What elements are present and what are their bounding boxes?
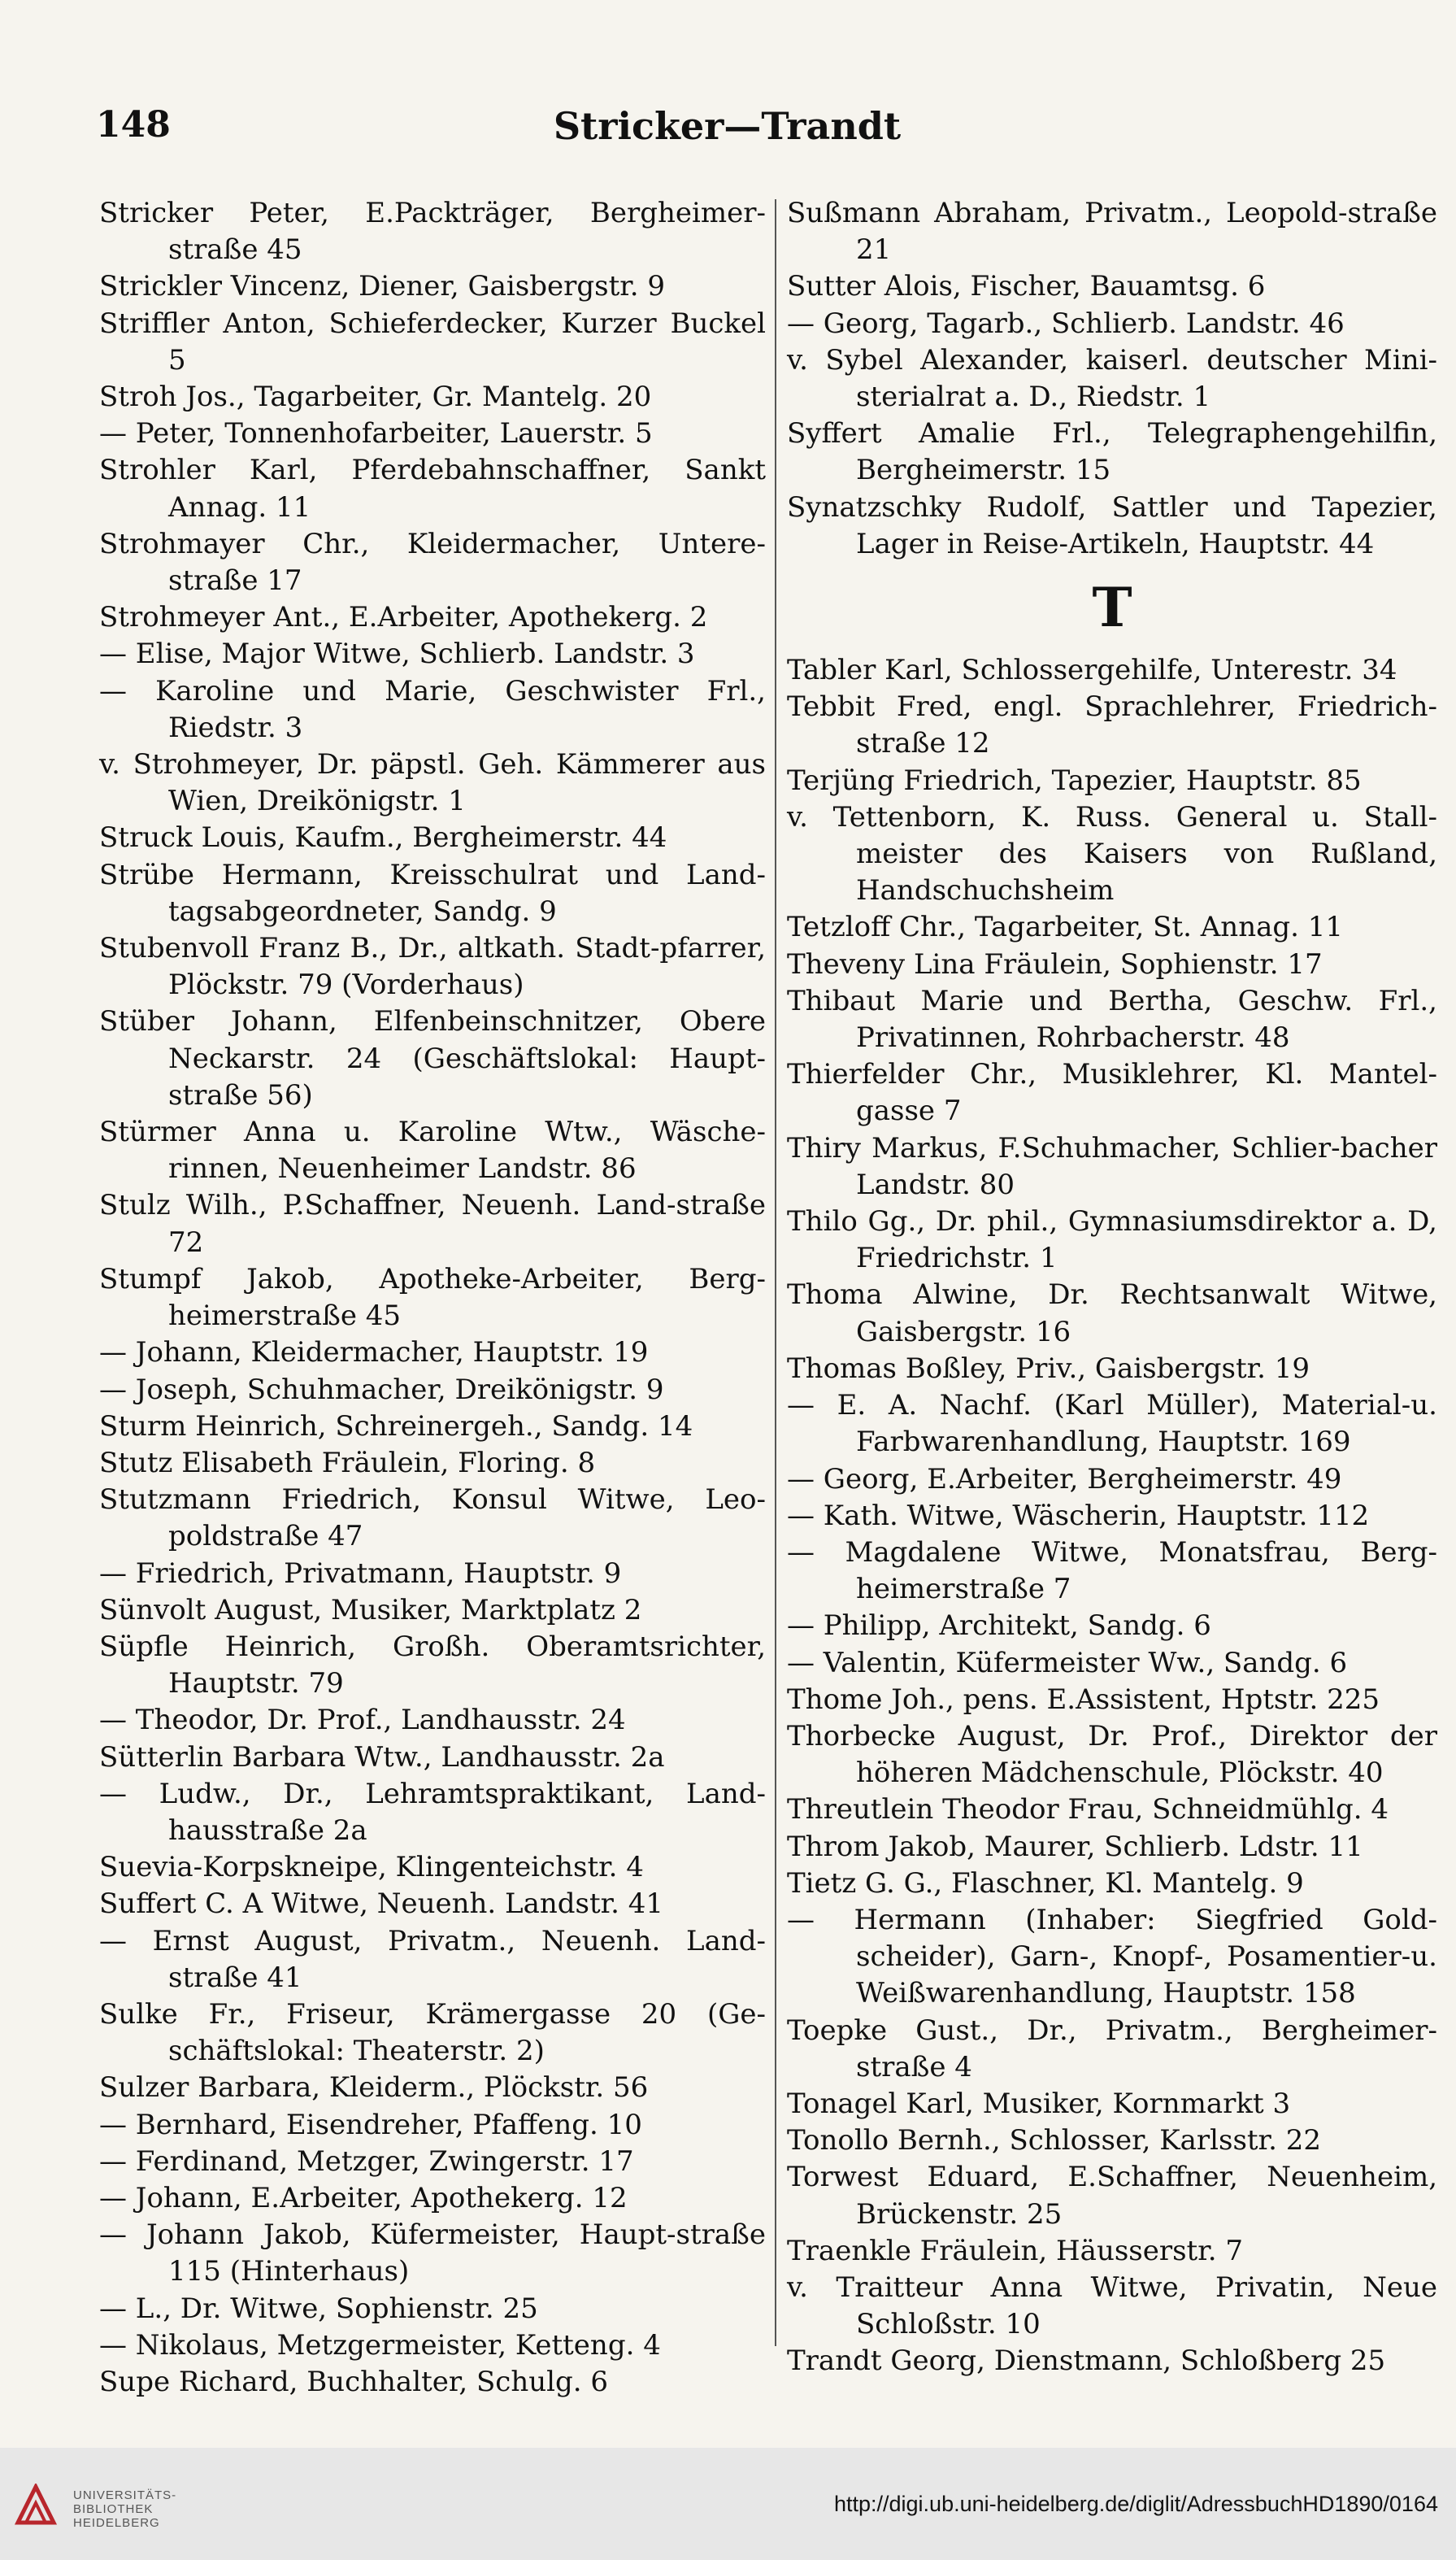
column-divider — [775, 199, 776, 2346]
directory-entry: Stutz Elisabeth Fräulein, Floring. 8 — [99, 1446, 596, 1479]
directory-entry: Threutlein Theodor Frau, Schneidmühlg. 4 — [787, 1793, 1389, 1826]
right-column-bottom-entries — [787, 652, 1437, 2380]
directory-entry: — Karoline und Marie, Geschwister Frl., Riedstr. 3 — [99, 674, 766, 744]
left-column — [99, 195, 766, 2401]
directory-entry: v. Traitteur Anna Witwe, Privatin, Neue Schloßstr. 10 — [787, 2270, 1437, 2341]
directory-entry: — Friedrich, Privatmann, Hauptstr. 9 — [99, 1556, 622, 1590]
directory-entry: Theveny Lina Fräulein, Sophienstr. 17 — [787, 947, 1323, 981]
directory-entry: — Johann, Kleidermacher, Hauptstr. 19 — [99, 1336, 649, 1369]
directory-entry: — Peter, Tonnenhofarbeiter, Lauerstr. 5 — [99, 417, 653, 451]
directory-entry: Thibaut Marie und Bertha, Geschw. Frl., Privatinnen, Rohrbacherstr. 48 — [787, 984, 1437, 1055]
directory-entry: Süpfle Heinrich, Großh. Oberamtsrichter, Hauptstr. 79 — [99, 1630, 766, 1700]
directory-entry: v. Sybel Alexander, kaiserl. deutscher Mini-sterialrat a. D., Riedstr. 1 — [787, 343, 1437, 414]
directory-entry: — Philipp, Architekt, Sandg. 6 — [787, 1609, 1211, 1643]
directory-entry: Strohler Karl, Pferdebahnschaffner, Sankt Annag. 11 — [99, 454, 766, 524]
directory-entry: — Bernhard, Eisendreher, Pfaffeng. 10 — [99, 2108, 642, 2141]
page-number: 148 — [96, 104, 171, 146]
section-letter-heading: T — [1092, 576, 1132, 640]
directory-entry: — L., Dr. Witwe, Sophienstr. 25 — [99, 2292, 538, 2325]
directory-entry: Tonagel Karl, Musiker, Kornmarkt 3 — [787, 2087, 1291, 2120]
running-head: Stricker—Trandt — [553, 104, 902, 148]
directory-entry: — Nikolaus, Metzgermeister, Ketteng. 4 — [99, 2328, 661, 2362]
directory-entry: Struck Louis, Kaufm., Bergheimerstr. 44 — [99, 821, 667, 855]
directory-entry: — Hermann (Inhaber: Siegfried Gold-scheider), Garn-, Knopf-, Posamentier-u. Weißwarenhandlung, Hauptstr. 158 — [787, 1903, 1437, 2010]
directory-entry: Stulz Wilh., P.Schaffner, Neuenh. Land-straße 72 — [99, 1189, 766, 1259]
directory-entry: — Ernst August, Privatm., Neuenh. Land-straße 41 — [99, 1924, 766, 1994]
directory-entry: — Johann Jakob, Küfermeister, Haupt-straße 115 (Hinterhaus) — [99, 2218, 766, 2288]
directory-entry: Stürmer Anna u. Karoline Wtw., Wäsche-rinnen, Neuenheimer Landstr. 86 — [99, 1116, 766, 1186]
directory-entry: Striffler Anton, Schieferdecker, Kurzer Buckel 5 — [99, 307, 766, 377]
directory-entry: Sütterlin Barbara Wtw., Landhausstr. 2a — [99, 1740, 665, 1774]
directory-entry: Sünvolt August, Musiker, Marktplatz 2 — [99, 1593, 642, 1626]
footer-bar — [0, 2448, 1456, 2560]
directory-entry: Strickler Vincenz, Diener, Gaisbergstr. 9 — [99, 270, 666, 303]
directory-entry: Throm Jakob, Maurer, Schlierb. Ldstr. 11 — [787, 1830, 1363, 1863]
directory-entry: Thomas Boßley, Priv., Gaisbergstr. 19 — [787, 1352, 1310, 1385]
directory-entry: v. Strohmeyer, Dr. päpstl. Geh. Kämmerer aus Wien, Dreikönigstr. 1 — [99, 748, 766, 818]
directory-entry: Strohmayer Chr., Kleidermacher, Untere-straße 17 — [99, 527, 766, 598]
right-column — [787, 195, 1437, 2380]
directory-entry: Tebbit Fred, engl. Sprachlehrer, Friedrich-straße 12 — [787, 690, 1437, 760]
directory-entry: Sulke Fr., Friseur, Krämergasse 20 (Ge-schäftslokal: Theaterstr. 2) — [99, 1997, 766, 2068]
directory-entry: Thierfelder Chr., Musiklehrer, Kl. Mantel-gasse 7 — [787, 1058, 1437, 1128]
directory-entry: Sußmann Abraham, Privatm., Leopold-straße 21 — [787, 197, 1437, 267]
directory-entry: Sutter Alois, Fischer, Bauamtsg. 6 — [787, 270, 1266, 303]
directory-entry: Stüber Johann, Elfenbeinschnitzer, Obere Neckarstr. 24 (Geschäftslokal: Haupt-straße 56) — [99, 1005, 766, 1112]
directory-entry: Syffert Amalie Frl., Telegraphengehilfin, Bergheimerstr. 15 — [787, 417, 1437, 487]
directory-entry: — Magdalene Witwe, Monatsfrau, Berg-heimerstraße 7 — [787, 1535, 1437, 1606]
directory-entry: Stubenvoll Franz B., Dr., altkath. Stadt-pfarrer, Plöckstr. 79 (Vorderhaus) — [99, 932, 766, 1002]
logo-line: HEIDELBERG — [73, 2516, 160, 2530]
directory-entry: Thoma Alwine, Dr. Rechtsanwalt Witwe, Gaisbergstr. 16 — [787, 1278, 1437, 1348]
directory-entry: Sturm Heinrich, Schreinergeh., Sandg. 14 — [99, 1409, 693, 1443]
directory-entry: Toepke Gust., Dr., Privatm., Bergheimer-straße 4 — [787, 2014, 1437, 2083]
logo-line: BIBLIOTHEK — [73, 2502, 154, 2516]
directory-entry: — Valentin, Küfermeister Ww., Sandg. 6 — [787, 1646, 1348, 1679]
directory-entry: Suffert C. A Witwe, Neuenh. Landstr. 41 — [99, 1887, 664, 1921]
page-header — [96, 96, 1358, 161]
directory-entry: — Theodor, Dr. Prof., Landhausstr. 24 — [99, 1704, 626, 1737]
directory-entry: Stricker Peter, E.Packträger, Bergheimer-straße 45 — [99, 197, 766, 267]
library-logo-icon — [15, 2484, 57, 2526]
directory-entry: — Joseph, Schuhmacher, Dreikönigstr. 9 — [99, 1373, 664, 1406]
logo-line: UNIVERSITÄTS- — [73, 2488, 177, 2502]
directory-entry: Strübe Hermann, Kreisschulrat und Land-tagsabgeordneter, Sandg. 9 — [99, 858, 766, 928]
directory-entry: Stutzmann Friedrich, Konsul Witwe, Leo-poldstraße 47 — [99, 1483, 766, 1553]
directory-entry: — Kath. Witwe, Wäscherin, Hauptstr. 112 — [787, 1499, 1370, 1532]
directory-entry: — Ludw., Dr., Lehramtspraktikant, Land-hausstraße 2a — [99, 1777, 766, 1847]
directory-entry: — Georg, E.Arbeiter, Bergheimerstr. 49 — [787, 1462, 1342, 1496]
directory-entry: Thilo Gg., Dr. phil., Gymnasiumsdirektor a. D, Friedrichstr. 1 — [787, 1205, 1437, 1275]
directory-entry: Stumpf Jakob, Apotheke-Arbeiter, Berg-heimerstraße 45 — [99, 1262, 766, 1333]
directory-entry: Trandt Georg, Dienstmann, Schloßberg 25 — [787, 2344, 1386, 2378]
directory-entry: — Ferdinand, Metzger, Zwingerstr. 17 — [99, 2144, 634, 2178]
directory-entry: Tonollo Bernh., Schlosser, Karlsstr. 22 — [787, 2124, 1321, 2157]
directory-entry: Traenkle Fräulein, Häusserstr. 7 — [787, 2234, 1243, 2267]
directory-entry: Stroh Jos., Tagarbeiter, Gr. Mantelg. 20 — [99, 381, 652, 414]
source-url-link[interactable]: http://digi.ub.uni-heidelberg.de/diglit/AdressbuchHD1890/0164 — [833, 2492, 1438, 2516]
directory-entry: — E. A. Nachf. (Karl Müller), Material-u. Farbwarenhandlung, Hauptstr. 169 — [787, 1389, 1437, 1459]
directory-entry: Terjüng Friedrich, Tapezier, Hauptstr. 85 — [787, 764, 1362, 797]
directory-entry: — Georg, Tagarb., Schlierb. Landstr. 46 — [787, 307, 1345, 340]
right-column-top-entries — [787, 195, 1437, 563]
library-logo-text — [73, 2488, 176, 2530]
directory-entry: — Elise, Major Witwe, Schlierb. Landstr. 3 — [99, 638, 695, 671]
directory-entry: Thorbecke August, Dr. Prof., Direktor der höheren Mädchenschule, Plöckstr. 40 — [787, 1719, 1437, 1790]
directory-entry: Strohmeyer Ant., E.Arbeiter, Apothekerg. 2 — [99, 601, 708, 634]
directory-entry: Suevia-Korpskneipe, Klingenteichstr. 4 — [99, 1851, 644, 1884]
directory-entry: Torwest Eduard, E.Schaffner, Neuenheim, Brückenstr. 25 — [787, 2161, 1437, 2231]
directory-entry: — Johann, E.Arbeiter, Apothekerg. 12 — [99, 2181, 628, 2214]
directory-entry: Supe Richard, Buchhalter, Schulg. 6 — [99, 2365, 608, 2398]
directory-entry: Thiry Markus, F.Schuhmacher, Schlier-bacher Landstr. 80 — [787, 1131, 1437, 1201]
directory-entry: Tetzloff Chr., Tagarbeiter, St. Annag. 11 — [787, 911, 1344, 944]
directory-entry: Sulzer Barbara, Kleiderm., Plöckstr. 56 — [99, 2071, 649, 2105]
directory-entry: Tietz G. G., Flaschner, Kl. Mantelg. 9 — [787, 1866, 1304, 1900]
directory-entry: Synatzschky Rudolf, Sattler und Tapezier, Lager in Reise-Artikeln, Hauptstr. 44 — [787, 490, 1437, 560]
directory-entry: Thome Joh., pens. E.Assistent, Hptstr. 225 — [787, 1683, 1380, 1716]
directory-entry: Tabler Karl, Schlossergehilfe, Unterestr. 34 — [787, 654, 1397, 687]
directory-entry: v. Tettenborn, K. Russ. General u. Stall-meister des Kaisers von Rußland, Handschuchsheim — [787, 800, 1437, 908]
